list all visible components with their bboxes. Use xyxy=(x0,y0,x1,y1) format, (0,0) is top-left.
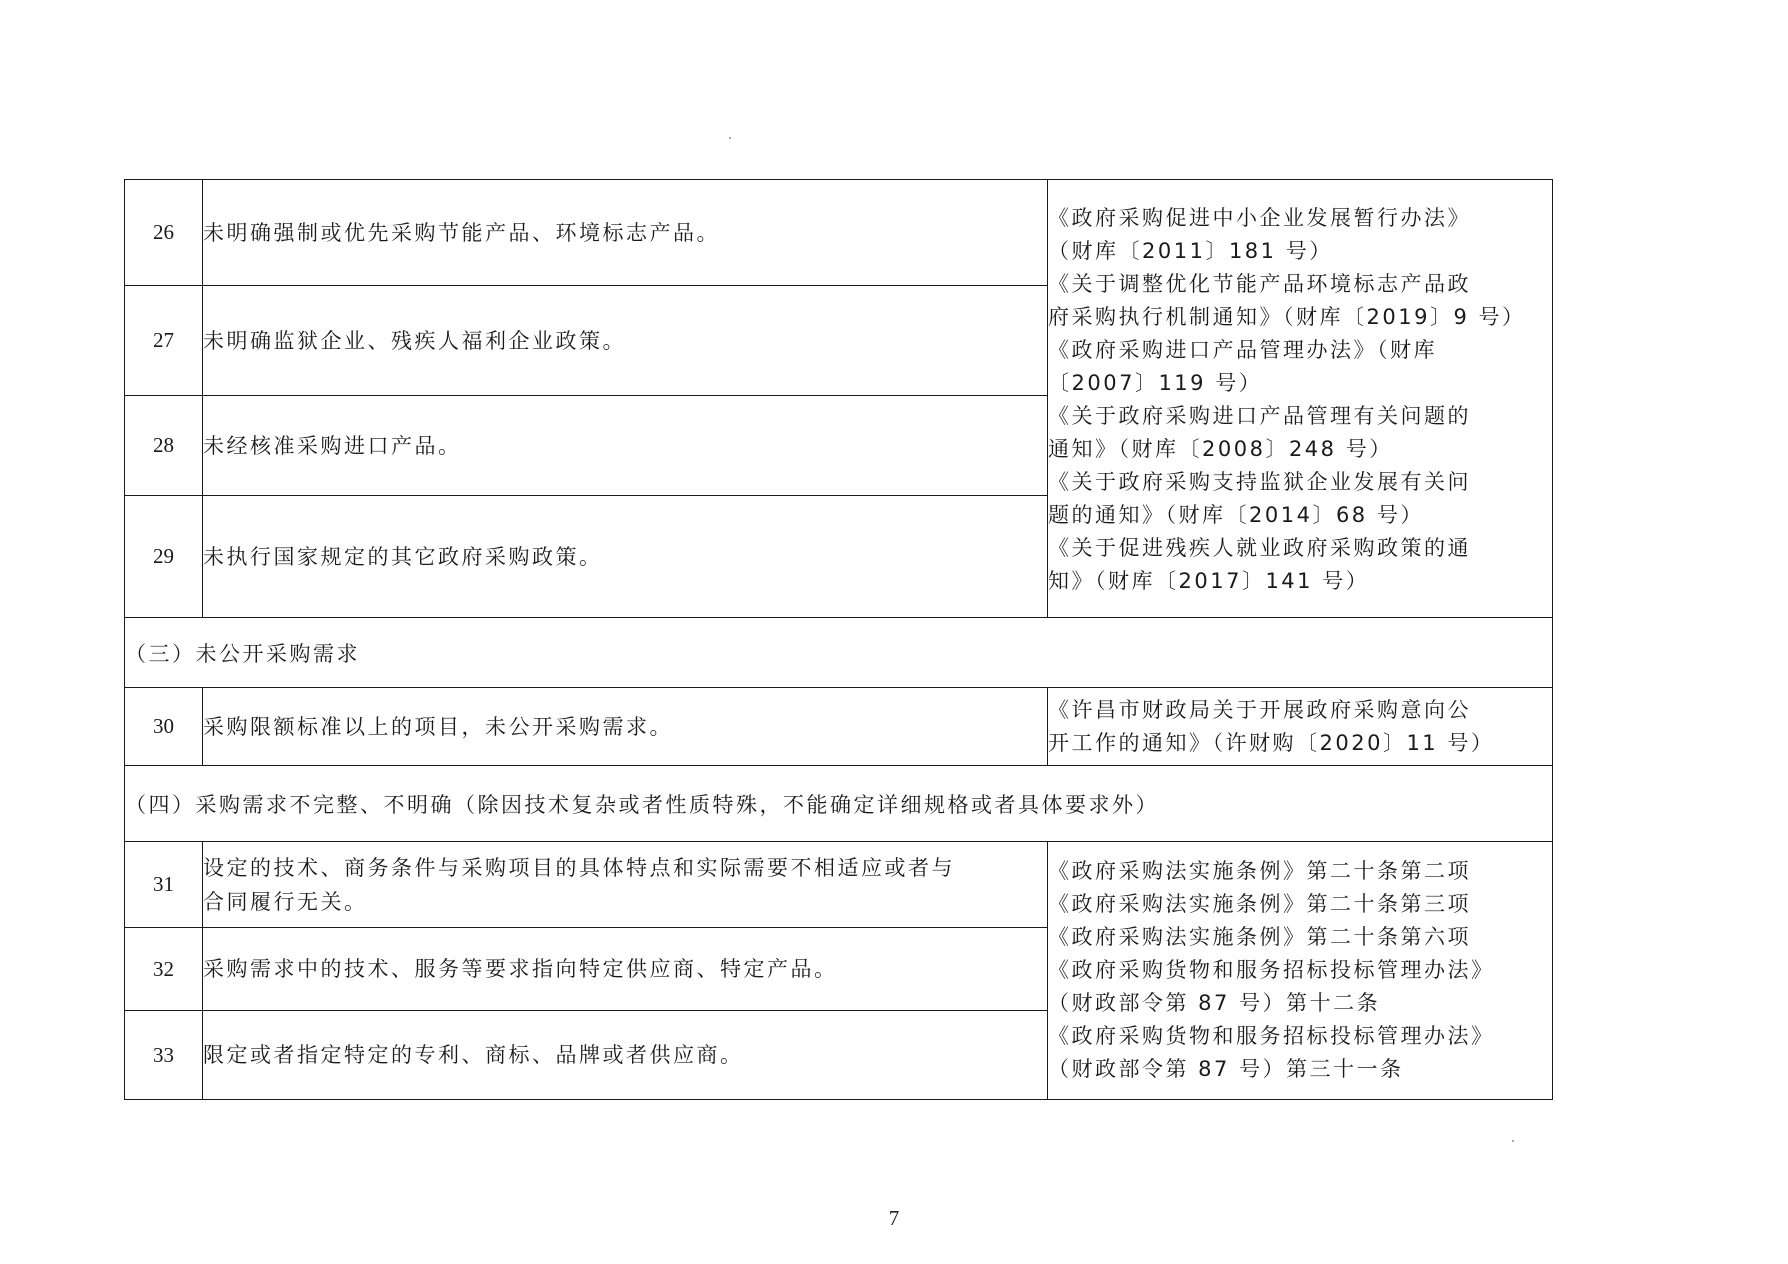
violation-item-line: 合同履行无关。 xyxy=(203,889,368,914)
row-number: 27 xyxy=(125,286,203,396)
violation-item: 未明确监狱企业、残疾人福利企业政策。 xyxy=(203,286,1048,396)
legal-basis-cell xyxy=(1048,842,1553,1100)
legal-basis-line: （财政部令第 87 号）第三十一条 xyxy=(1048,1057,1404,1081)
legal-basis-line: 《政府采购法实施条例》第二十条第二项 xyxy=(1048,859,1471,883)
legal-basis-line: 《关于政府采购进口产品管理有关问题的 xyxy=(1048,403,1471,428)
scan-speck xyxy=(1512,1140,1514,1142)
legal-basis-line: 《政府采购促进中小企业发展暂行办法》 xyxy=(1048,205,1471,230)
violation-item: 采购需求中的技术、服务等要求指向特定供应商、特定产品。 xyxy=(203,928,1048,1011)
legal-basis-line: 府采购执行机制通知》（财库〔2019〕9 号） xyxy=(1048,304,1526,329)
row-number: 33 xyxy=(125,1011,203,1100)
row-number: 28 xyxy=(125,396,203,496)
legal-basis-line: （财库〔2011〕181 号） xyxy=(1048,238,1333,263)
violation-item: 未经核准采购进口产品。 xyxy=(203,396,1048,496)
legal-basis-line: 《政府采购法实施条例》第二十条第三项 xyxy=(1048,892,1471,916)
section-header-row xyxy=(125,618,1553,688)
violation-item: 采购限额标准以上的项目，未公开采购需求。 xyxy=(203,688,1048,766)
legal-basis-line: 通知》（财库〔2008〕248 号） xyxy=(1048,436,1393,461)
legal-basis-cell xyxy=(1048,180,1553,618)
row-number: 26 xyxy=(125,180,203,286)
regulation-table xyxy=(124,179,1553,1100)
violation-item xyxy=(203,842,1048,928)
row-number: 31 xyxy=(125,842,203,928)
row-number: 30 xyxy=(125,688,203,766)
table-row xyxy=(125,842,1553,928)
page-number: 7 xyxy=(888,1206,900,1230)
row-number: 29 xyxy=(125,496,203,618)
legal-basis-line: 题的通知》（财库〔2014〕68 号） xyxy=(1048,502,1424,527)
legal-basis-line: 《关于促进残疾人就业政府采购政策的通 xyxy=(1048,535,1471,560)
section-header-row xyxy=(125,766,1553,842)
legal-basis-line: 《关于政府采购支持监狱企业发展有关问 xyxy=(1048,469,1471,494)
legal-basis-line: 《许昌市财政局关于开展政府采购意向公 xyxy=(1048,697,1471,722)
legal-basis-line: 开工作的通知》（许财购〔2020〕11 号） xyxy=(1048,730,1495,755)
legal-basis-line: 〔2007〕119 号） xyxy=(1048,370,1263,395)
legal-basis-line: 《政府采购货物和服务招标投标管理办法》 xyxy=(1048,958,1495,982)
legal-basis-line: 《政府采购法实施条例》第二十条第六项 xyxy=(1048,925,1471,949)
row-number: 32 xyxy=(125,928,203,1011)
table-row xyxy=(125,180,1553,286)
violation-item: 未明确强制或优先采购节能产品、环境标志产品。 xyxy=(203,180,1048,286)
violation-item: 未执行国家规定的其它政府采购政策。 xyxy=(203,496,1048,618)
section-heading: （四）采购需求不完整、不明确（除因技术复杂或者性质特殊，不能确定详细规格或者具体要求外） xyxy=(125,766,1553,842)
violation-item-line: 设定的技术、商务条件与采购项目的具体特点和实际需要不相适应或者与 xyxy=(203,855,955,880)
scan-speck xyxy=(729,137,731,139)
legal-basis-line: （财政部令第 87 号）第十二条 xyxy=(1048,991,1381,1015)
legal-basis-line: 《政府采购货物和服务招标投标管理办法》 xyxy=(1048,1024,1495,1048)
legal-basis-line: 《关于调整优化节能产品环境标志产品政 xyxy=(1048,271,1471,296)
legal-basis-cell xyxy=(1048,688,1553,766)
table-row xyxy=(125,688,1553,766)
legal-basis-line: 知》（财库〔2017〕141 号） xyxy=(1048,568,1370,593)
section-heading: （三）未公开采购需求 xyxy=(125,618,1553,688)
violation-item: 限定或者指定特定的专利、商标、品牌或者供应商。 xyxy=(203,1011,1048,1100)
legal-basis-line: 《政府采购进口产品管理办法》（财库 xyxy=(1048,337,1437,362)
